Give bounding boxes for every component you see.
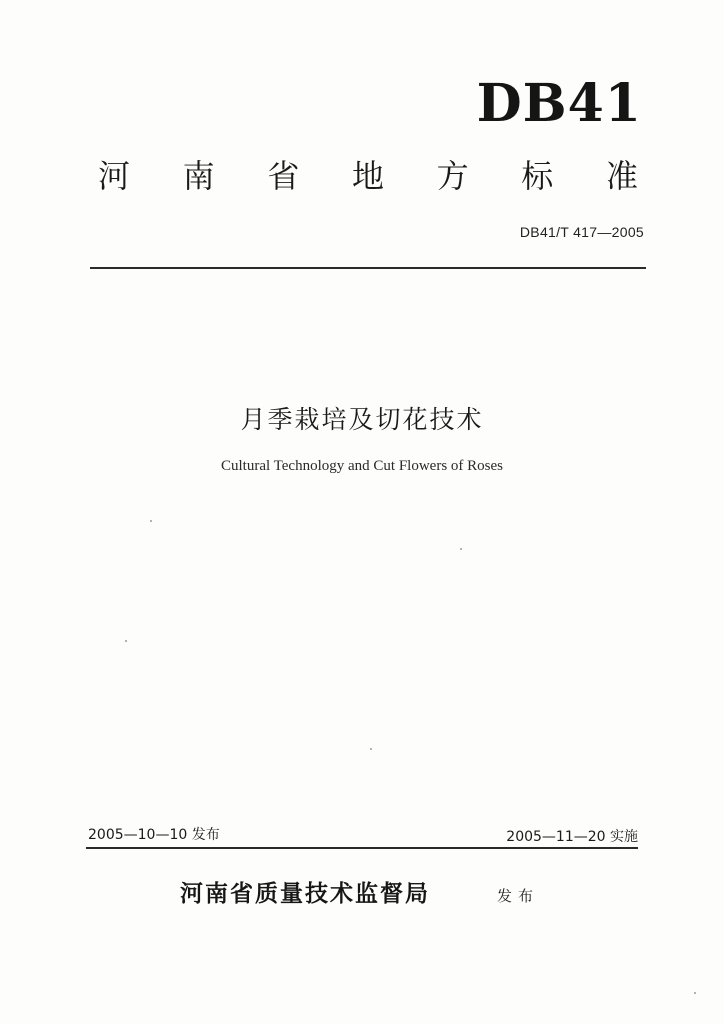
title-char: 方 [436,157,469,195]
scan-speck [125,640,127,642]
standard-category-title [98,157,638,195]
issuing-authority: 河南省质量技术监督局 [180,881,430,907]
document-subtitle: Cultural Technology and Cut Flowers of Roses [221,458,503,474]
top-divider [90,267,646,269]
scan-speck [460,548,462,550]
scan-speck [370,748,372,750]
issuing-action: 发布 [497,887,540,905]
title-char: 地 [351,157,384,195]
title-char: 省 [267,157,300,195]
document-title: 月季栽培及切花技术 [240,405,484,434]
title-char: 准 [605,157,638,195]
standard-code: DB41 [476,73,642,134]
title-char: 河 [98,157,131,195]
scan-speck [694,992,696,994]
title-char: 南 [182,157,215,195]
bottom-divider [86,847,638,849]
standard-number: DB41/T 417—2005 [519,224,644,240]
scan-speck [150,520,152,522]
title-char: 标 [521,157,554,195]
effective-date: 2005—11—20 实施 [506,829,638,845]
publish-date: 2005—10—10 发布 [88,827,220,843]
